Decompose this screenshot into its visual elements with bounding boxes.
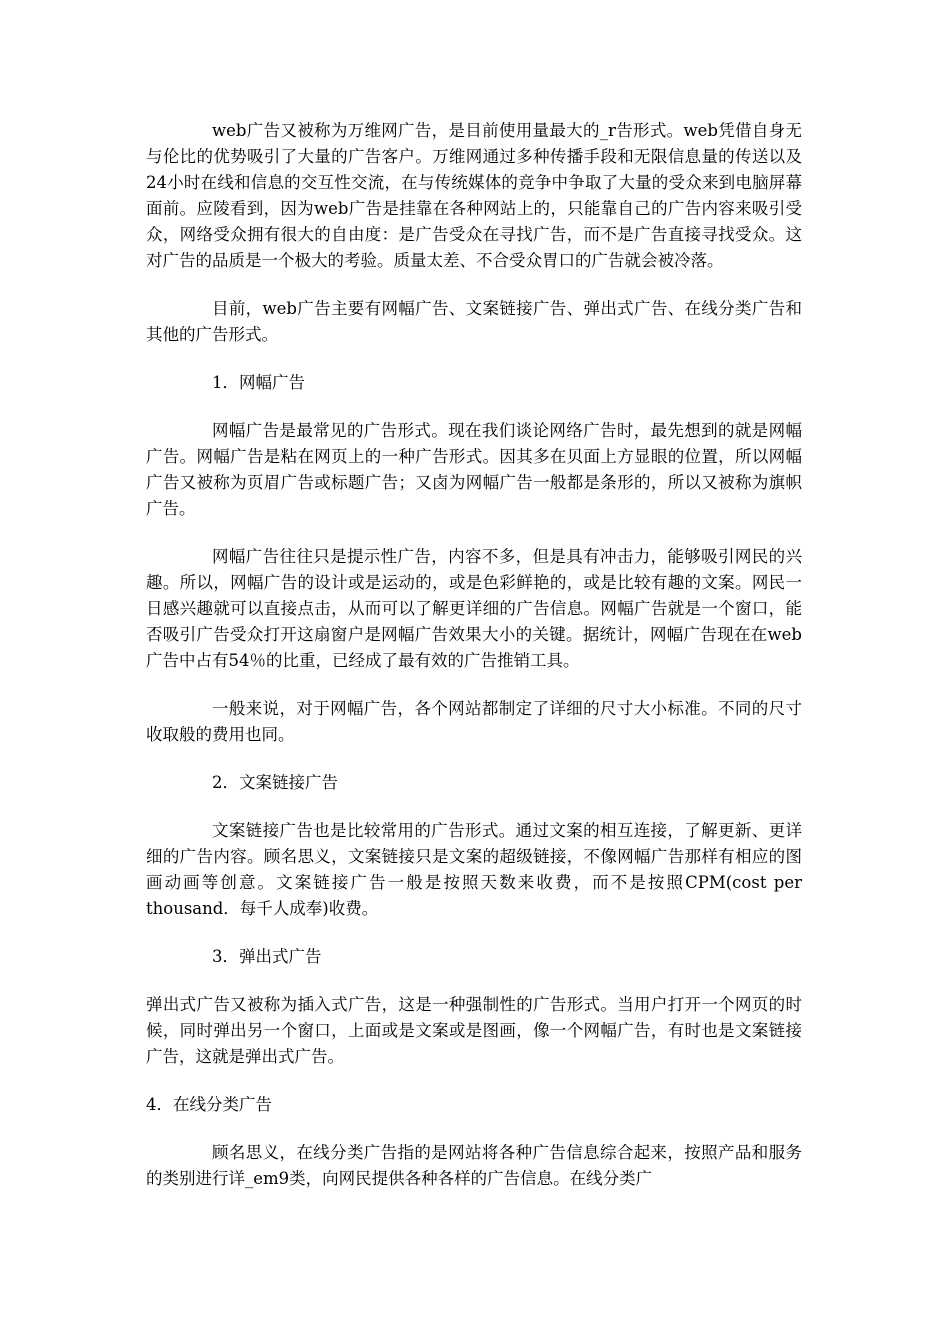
section-heading-classified-ads: 4．在线分类广告 bbox=[146, 1095, 272, 1114]
section-heading-banner-ads: 1．网幅广告 bbox=[212, 373, 305, 392]
section-heading-text-link-ads: 2．文案链接广告 bbox=[212, 773, 338, 792]
paragraph-web-ads-types: 目前，web广告主要有网幅广告、文案链接广告、弹出式广告、在线分类广告和其他的广告形式。 bbox=[146, 299, 802, 344]
section-heading-popup-ads: 3．弹出式广告 bbox=[212, 947, 322, 966]
paragraph-banner-ads-effect: 网幅广告往往只是提示性广告，内容不多，但是具有冲击力，能够吸引网民的兴趣。所以，网幅广告的设计或是运动的，或是色彩鲜艳的，或是比较有趣的文案。网民一日感兴趣就可以直接点击，从而可以了解更详细的广告信息。网幅广告就是一个窗口，能否吸引广告受众打开这扇窗户是网幅广告效果大小的关键。据统计，网幅广告现在在web广告中占有54％的比重，已经成了最有效的广告推销工具。 bbox=[146, 547, 802, 670]
paragraph-text-link-ads: 文案链接广告也是比较常用的广告形式。通过文案的相互连接，了解更新、更详细的广告内容。顾名思义，文案链接只是文案的超级链接，不像网幅广告那样有相应的图画动画等创意。文案链接广告一般是按照天数来收费，而不是按照CPM(cost per thousand．每千人成奉)收费。 bbox=[146, 821, 802, 918]
paragraph-banner-ads-size: 一般来说，对于网幅广告，各个网站都制定了详细的尺寸大小标准。不同的尺寸收取般的费用也同。 bbox=[146, 699, 802, 744]
document-body bbox=[146, 118, 802, 1214]
paragraph-banner-ads-definition: 网幅广告是最常见的广告形式。现在我们谈论网络广告时，最先想到的就是网幅广告。网幅广告是粘在网页上的一种广告形式。因其多在贝面上方显眼的位置，所以网幅广告又被称为页眉广告或标题广告；又卤为网幅广告一般都是条形的，所以又被称为旗帜广告。 bbox=[146, 421, 802, 518]
paragraph-popup-ads: 弹出式广告又被称为插入式广告，这是一种强制性的广告形式。当用户打开一个网页的时候，同时弹出另一个窗口，上面或是文案或是图画，像一个网幅广告，有时也是文案链接广告，这就是弹出式广告。 bbox=[146, 995, 802, 1066]
paragraph-classified-ads: 顾名思义，在线分类广告指的是网站将各种广告信息综合起来，按照产品和服务的类别进行详_em9类，向网民提供各种各样的广告信息。在线分类广 bbox=[146, 1143, 802, 1188]
paragraph-web-ads-intro: web广告又被称为万维网广告，是目前使用量最大的_r告形式。web凭借自身无与伦比的优势吸引了大量的广告客户。万维网通过多种传播手段和无限信息量的传送以及24小时在线和信息的交互性交流，在与传统媒体的竞争中争取了大量的受众来到电脑屏幕面前。应陵看到，因为web广告是挂靠在各种网站上的，只能靠自己的广告内容来吸引受众，网络受众拥有很大的自由度：是广告受众在寻找广告，而不是广告直接寻找受众。这对广告的品质是一个极大的考验。质量太差、不合受众胃口的广告就会被冷落。 bbox=[146, 121, 802, 270]
